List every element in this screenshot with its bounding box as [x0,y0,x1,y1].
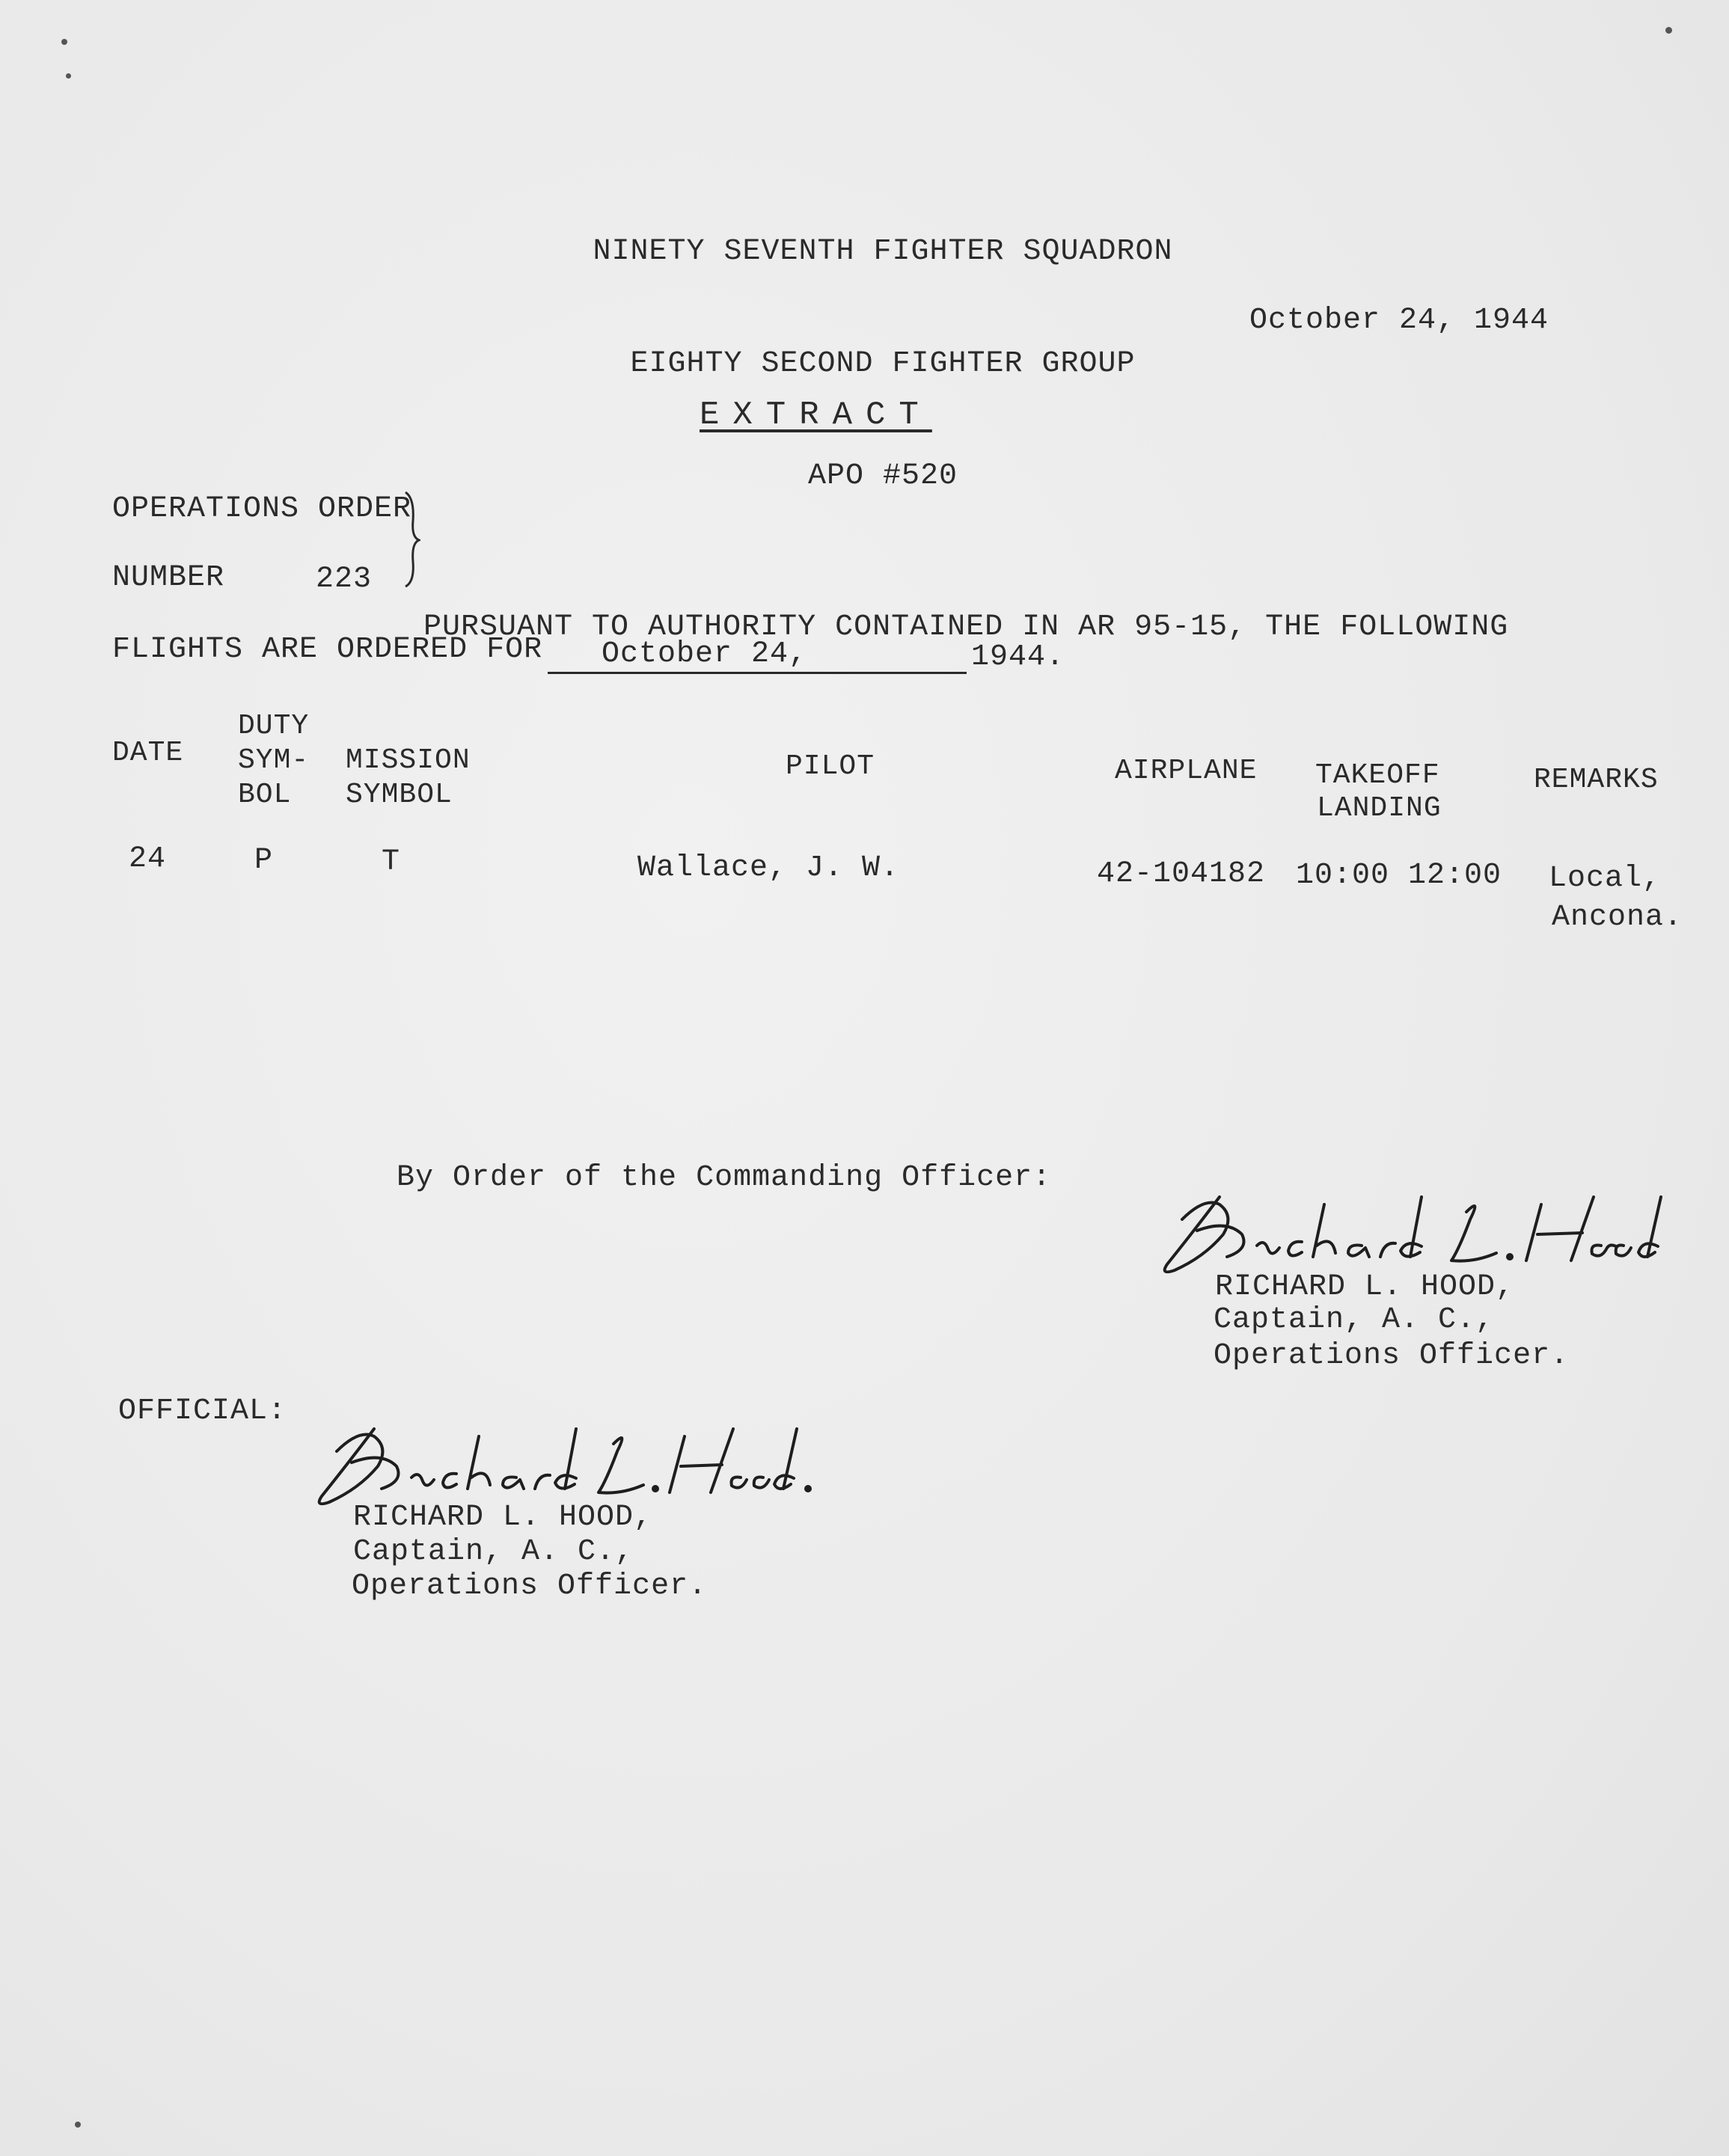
row-date: 24 [129,842,167,876]
authority-line-2: FLIGHTS ARE ORDERED FOR [112,633,543,667]
row-airplane: 42-104182 [1097,857,1266,891]
by-order-line: By Order of the Commanding Officer: [397,1161,1052,1195]
col-header-takeoff: TAKEOFF [1315,759,1440,791]
official-signer-name: RICHARD L. HOOD, [353,1501,653,1534]
paper-speck [75,2122,81,2128]
col-header-landing: LANDING [1317,792,1442,824]
col-header-pilot: PILOT [786,750,875,783]
paper-speck [1665,27,1672,34]
col-header-duty-2: SYM- [238,744,310,777]
col-header-mission-1: MISSION [346,744,471,777]
authority-line-1: PURSUANT TO AUTHORITY CONTAINED IN AR 95-15, THE FOLLOWING [423,610,1509,644]
apo-number: APO #520 [807,459,958,493]
document-title: EXTRACT [700,396,932,434]
brace-mark [404,491,420,588]
signer-rank: Captain, A. C., [1214,1303,1495,1337]
signer-name: RICHARD L. HOOD, [1215,1270,1515,1304]
row-remarks-1: Local, [1549,862,1662,895]
signer-title: Operations Officer. [1214,1339,1570,1373]
official-signer-title: Operations Officer. [352,1569,708,1603]
authority-date-field: October 24, [548,637,967,674]
order-label: OPERATIONS ORDER [112,492,412,526]
row-pilot: Wallace, J. W. [637,851,900,885]
official-label: OFFICIAL: [118,1394,287,1428]
group-name: EIGHTY SECOND FIGHTER GROUP [630,347,1136,381]
row-duty-symbol: P [254,844,274,878]
col-header-date: DATE [112,737,184,769]
official-signer-rank: Captain, A. C., [353,1535,634,1569]
authority-year: 1944. [971,640,1065,674]
order-number: 223 [316,563,373,596]
col-header-remarks: REMARKS [1534,764,1659,796]
col-header-duty-1: DUTY [238,710,310,742]
row-remarks-2: Ancona. [1552,901,1683,934]
unit-name: NINETY SEVENTH FIGHTER SQUADRON [593,235,1173,269]
document-date: October 24, 1944 [1249,304,1549,337]
col-header-airplane: AIRPLANE [1115,755,1258,787]
row-takeoff-landing: 10:00 12:00 [1296,859,1502,892]
col-header-mission-2: SYMBOL [346,779,453,811]
order-number-label: NUMBER [112,561,225,595]
row-mission-symbol: T [382,845,401,879]
col-header-duty-3: BOL [238,779,292,811]
